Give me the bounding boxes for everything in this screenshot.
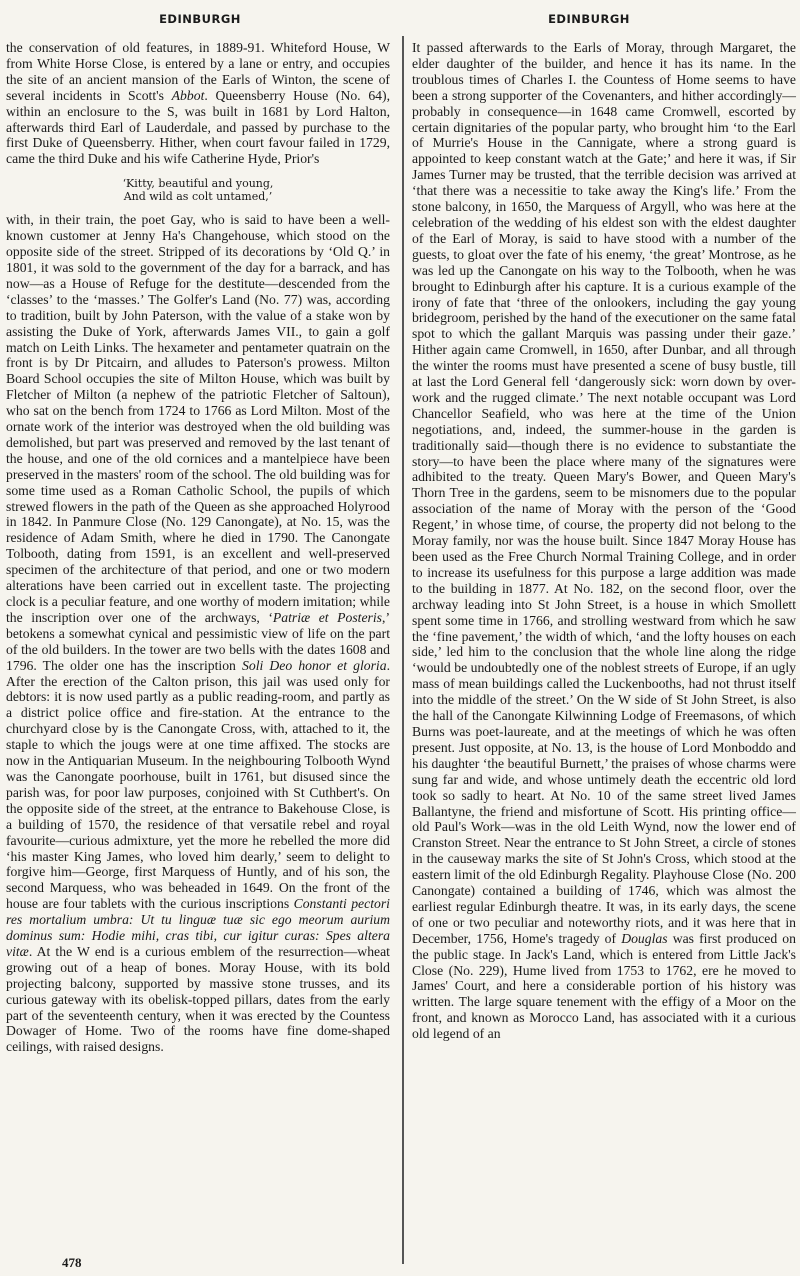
italic-title: Douglas <box>621 930 668 946</box>
italic-title: Abbot <box>171 87 205 103</box>
italic-inscription: Constanti pectori res mortalium umbra: Ut tu linguæ tuæ sic ego meorum aurium dominus sum: Hodie mihi, cras tibi, cur igitur curas: Spes altera vitæ <box>6 896 390 959</box>
italic-inscription: Patriæ et Posteris <box>272 609 383 625</box>
right-column <box>412 40 796 1042</box>
verse-line: And wild as colt untamed,’ <box>123 190 273 204</box>
page-number: 478 <box>62 1255 82 1270</box>
paragraph: with, in their train, the poet Gay, who is said to have been a well-known customer at Jenny Ha's Changehouse, which stood on the opposite side of the street. Stripped of its decorations by ‘Old Q.’ in 1801, it was sold to the government of the day for a barrack, and has now—as a House of Refuge for the destitute—descended from the ‘classes’ to the ‘masses.’ The Golfer's Land (No. 77) was, according to tradition, built by John Paterson, with the value of a stake won by assisting the Duke of York, afterwards James VII., to gain a golf match on Leith Links. The hexameter and pentameter quatrain on the front is by Dr Pitcairn, and alludes to Paterson's prowess. Milton Board School occupies the site of Milton House, which was built by Fletcher of Milton (a nephew of the patriotic Fletcher of Saltoun), who sat on the bench from 1724 to 1766 as Lord Milton. Most of the ornate work of the interior was destroyed when the old building was demolished, but part was preserved and removed by the last tenant of the house, and one of the old cornices and a mantelpiece have been preserved in the masters' room of the school. The old building was for some time used as a Roman Catholic School, the pupils of which strewed flowers in the path of the Queen as she approached Holyrood in 1842. In Panmure Close (No. 129 Canongate), at No. 15, was the residence of Adam Smith, where he died in 1790. The Canongate Tolbooth, dating from 1591, is an excellent and well-preserved specimen of the architecture of that period, and one or two modern alterations have been carried out in excellent taste. The projecting clock is a peculiar feature, and one worthy of modern imitation; while the inscription over one of the archways, ‘Patriæ et Posteris,’ betokens a somewhat cynical and pessimistic view of life on the part of the old builders. In the tower are two bells with the dates 1608 and 1796. The older one has the inscription Soli Deo honor et gloria. After the erection of the Calton prison, this jail was used only for debtors: it is now used partly as a public reading-room, and partly as a district police office and fire-station. At the entrance to the churchyard close by is the Canongate Cross, with, attached to it, the staple to which the jougs were at one time affixed. The stocks are now in the Antiquarian Museum. In the neighbouring Tolbooth Wynd was the Canongate poorhouse, built in 1761, but disused since the parish was, for poor law purposes, conjoined with St Cuthbert's. On the opposite side of the street, at the entrance to Bakehouse Close, is a building of 1570, the residence of that versatile rebel and royal favourite—curious admixture, yet the more he rebelled the more did ‘his master King James, who loved him dearly,’ seem to delight to forgive him—George, first Marquess of Huntly, and of his son, the second Marquess, who was beheaded in 1649. On the front of the house are four tablets with the curious inscriptions Constanti pectori res mortalium umbra: Ut tu linguæ tuæ sic ego meorum aurium dominus sum: Hodie mihi, cras tibi, cur igitur curas: Spes altera vitæ. At the W end is a curious emblem of the resurrection—wheat growing out of a heap of bones. Moray House, with its bold projecting balcony, supported by massive stone trusses, and its curious gateway with its obelisk-topped pillars, dates from the early part of the seventeenth century, when it was erected by the Countess Dowager of Home. Two of the rooms have fine dome-shaped ceilings, with raised designs. <box>6 212 390 1055</box>
verse-quote <box>6 177 390 203</box>
running-head-right: EDINBURGH <box>548 12 630 26</box>
italic-inscription: Soli Deo honor et gloria <box>242 657 387 673</box>
paragraph: the conservation of old features, in 1889-91. Whiteford House, W from White Horse Close, is entered by a lane or entry, and occupies the site of an ancient mansion of the Earls of Winton, the scene of several incidents in Scott's Abbot. Queensberry House (No. 64), within an enclosure to the S, was built in 1681 by Lord Halton, afterwards third Earl of Lauderdale, and passed by purchase to the first Duke of Queensberry. Hither, when court favour failed in 1729, came the third Duke and his wife Catherine Hyde, Prior's <box>6 40 390 167</box>
running-head-left: EDINBURGH <box>159 12 241 26</box>
paragraph: It passed afterwards to the Earls of Moray, through Margaret, the elder daughter of the builder, and hence it has its name. In the troublous times of Charles I. the Countess of Home seems to have been a strong supporter of the Covenanters, and hither accordingly—probably in consequence—in 1648 came Cromwell, escorted by certain dignitaries of the popular party, who brought him ‘to the Earl of Murrie's House in the Cannigate, where a strong guard is appointed to keep constant watch at the Gate;’ and here it was, if Sir James Turner may be trusted, that the terrible decision was arrived at ‘that there was a necessitie to take away the King's life.’ From the stone balcony, in 1650, the Marquess of Argyll, who was here at the celebration of the wedding of his eldest son with the eldest daughter of the Earl of Moray, is said to have stood with a number of the guests, to gloat over the fate of his enemy, ‘the great’ Montrose, as he was led up the Canongate on his way to the Tolbooth, when he was brought to Edinburgh after his capture. It is a curious example of the irony of fate that ‘three of the onlookers, including the gay young bridegroom, perished by the hand of the executioner on the same fatal spot to which the gallant Marquis was passing under their gaze.’ Hither again came Cromwell, in 1650, after Dunbar, and all through the winter the rooms must have presented a scene of busy bustle, till at last the Lord General fell ‘dangerously sick: worn down by over-work and the rugged climate.’ The next notable occupant was Lord Chancellor Seafield, who was here at the time of the Union negotiations, and, indeed, the summer-house in the garden is traditionally said—though there is no evidence to substantiate the story—to have been the place where many of the signatures were adhibited to the treaty. Queen Mary's Bower, and Queen Mary's Thorn Tree in the gardens, seem to be misnomers due to the popular association of the name of Moray with the person of the ‘Good Regent,’ in whose time, of course, the property did not belong to the Moray family, nor was the house built. Since 1847 Moray House has been used as the Free Church Normal Training College, and in order to increase its usefulness for this purpose a large addition was made to the building in 1877. At No. 182, on the second floor, over the archway leading into St John Street, is a house in which Smollett spent some time in 1766, and strolling westward from which he saw the ‘fine pavement,’ the width of which, ‘and the lofty houses on each side,’ led him to the conclusion that the whole line along the ridge ‘would be undoubtedly one of the noblest streets of Europe, if an ugly mass of mean buildings called the Luckenbooths, had not thrust itself into the middle of the street.’ On the W side of St John Street, is also the hall of the Canongate Kilwinning Lodge of Freemasons, of which Burns was poet-laureate, and at the meetings of which he was often present. Just opposite, at No. 13, is the house of Lord Monboddo and his daughter ‘the beautiful Burnett,’ the praises of whose charms were sung far and wide, and whose untimely death the eccentric old lord took so sadly to heart. At No. 10 of the same street lived James Ballantyne, the friend and misfortune of Scott. His printing office—old Paul's Work—was in the old Leith Wynd, now the lower end of Cranston Street. Near the entrance to St John Street, a circle of stones in the causeway marks the site of St John's Cross, which stood at the eastern limit of the old Edinburgh Regality. Playhouse Close (No. 200 Canongate) contained a building of 1746, which was almost the earliest regular Edinburgh theatre. It was, in its early days, the scene of one or two peculiar and noteworthy riots, and it was here that in December, 1756, Home's tragedy of Douglas was first produced on the public stage. In Jack's Land, which is entered from Little Jack's Close (No. 229), Hume lived from 1753 to 1762, ere he moved to James' Court, and here a considerable portion of his history was written. The large square tenement with the effigy of a Moor on the front, and known as Morocco Land, has associated with it a curious old legend of an <box>412 40 796 1042</box>
column-divider <box>402 36 404 1264</box>
left-column <box>6 40 390 1055</box>
verse-line: ‘Kitty, beautiful and young, <box>122 177 274 191</box>
